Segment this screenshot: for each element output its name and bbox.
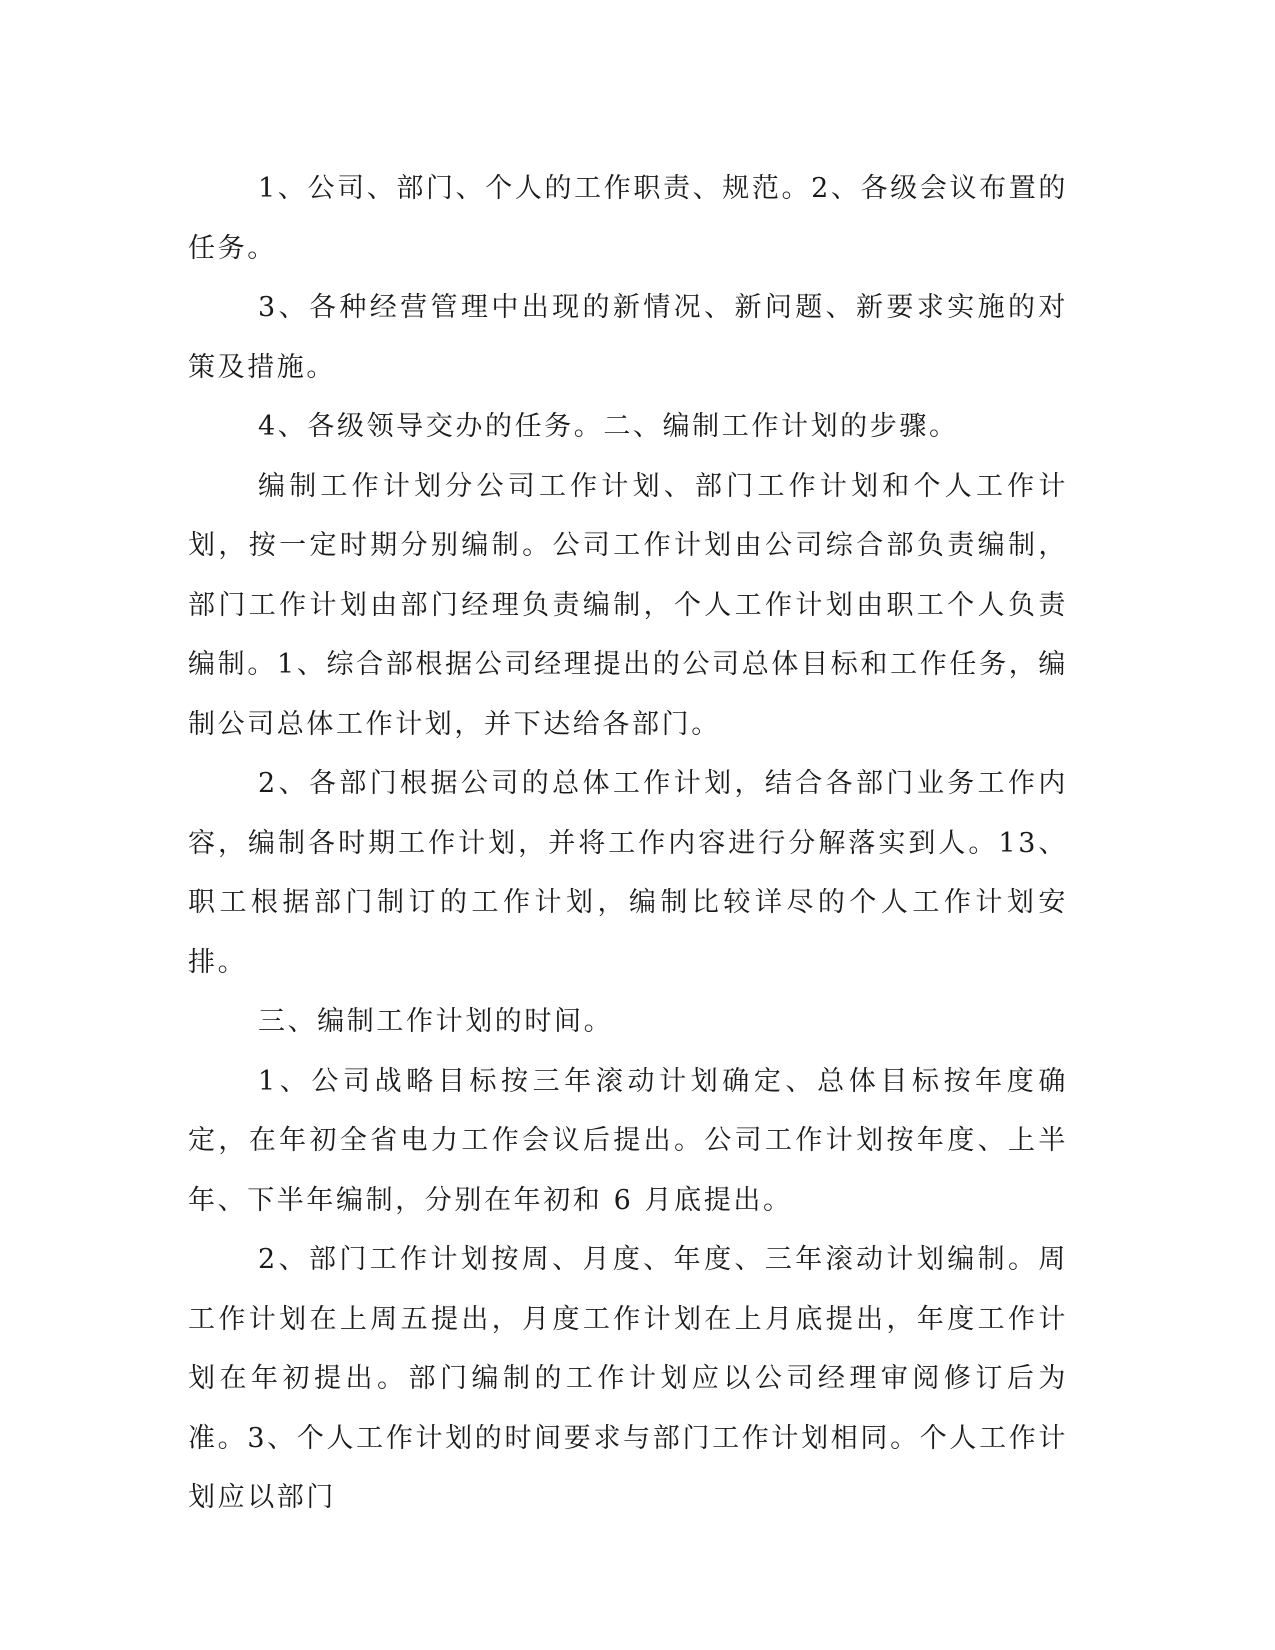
paragraph-3: 4、各级领导交办的任务。二、编制工作计划的步骤。 [258,411,959,442]
paragraph-7: 1、公司战略目标按三年滚动计划确定、总体目标按年度确定，在年初全省电力工作会议后提出。公司工作计划按年度、上半年、下半年编制，分别在年初和 6 月底提出。 [188,1065,1068,1216]
document-body [188,159,1068,1528]
paragraph-8: 2、部门工作计划按周、月度、年度、三年滚动计划编制。周工作计划在上周五提出，月度工作计划在上月底提出，年度工作计划在年初提出。部门编制的工作计划应以公司经理审阅修订后为准。3、个人工作计划的时间要求与部门工作计划相同。个人工作计划应以部门 [188,1244,1068,1513]
paragraph-4: 编制工作计划分公司工作计划、部门工作计划和个人工作计划，按一定时期分别编制。公司工作计划由公司综合部负责编制，部门工作计划由部门经理负责编制，个人工作计划由职工个人负责编制。1、综合部根据公司经理提出的公司总体目标和工作任务，编制公司总体工作计划，并下达给各部门。 [188,470,1068,740]
paragraph-6: 三、编制工作计划的时间。 [258,1006,614,1037]
paragraph-1: 1、公司、部门、个人的工作职责、规范。2、各级会议布置的任务。 [188,173,1068,264]
paragraph-5: 2、各部门根据公司的总体工作计划，结合各部门业务工作内容，编制各时期工作计划，并将工作内容进行分解落实到人。13、职工根据部门制订的工作计划，编制比较详尽的个人工作计划安排。 [188,768,1068,978]
paragraph-2: 3、各种经营管理中出现的新情况、新问题、新要求实施的对策及措施。 [188,292,1068,383]
